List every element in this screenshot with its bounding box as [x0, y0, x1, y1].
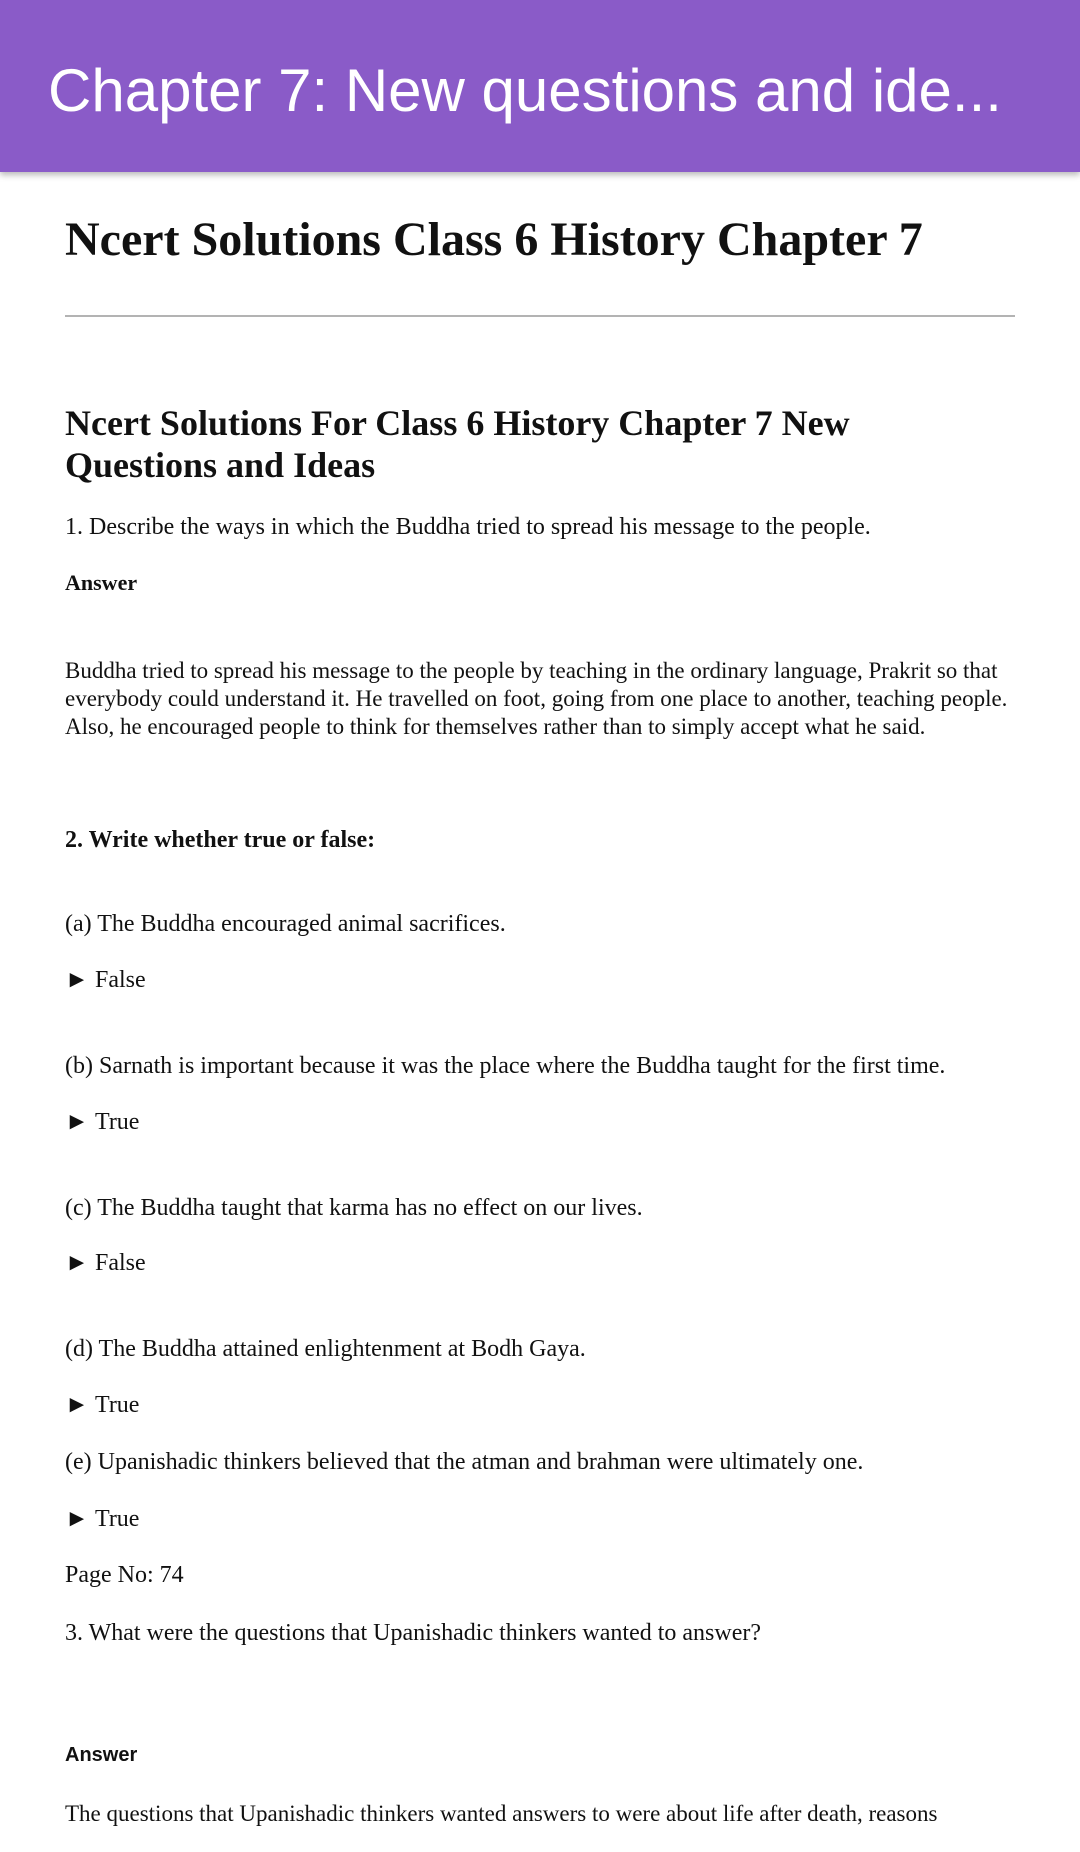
arrow-icon: ► — [65, 1392, 89, 1418]
statement-c: (c) The Buddha taught that karma has no effect on our lives. — [65, 1195, 643, 1221]
question-1: 1. Describe the ways in which the Buddha tried to spread his message to the people. — [65, 514, 871, 540]
heading-divider — [65, 315, 1015, 317]
answer-label: Answer — [65, 570, 138, 595]
answer-c-value: False — [95, 1250, 146, 1276]
answer-1-text: Buddha tried to spread his message to the people by teaching in the ordinary language, Prakrit so that everybody could understand it. He travelled on foot, going from one place to another, teaching people. Also, he encouraged people to think for themselves rather than to simply accept what he said. — [65, 658, 1008, 739]
arrow-icon: ► — [65, 1506, 89, 1532]
page-heading: Ncert Solutions Class 6 History Chapter 7 — [65, 213, 923, 266]
answer-e-value: True — [95, 1506, 140, 1532]
answer-e — [65, 1505, 139, 1533]
answer-b — [65, 1108, 139, 1136]
statement-b: (b) Sarnath is important because it was the place where the Buddha taught for the first time. — [65, 1053, 946, 1079]
arrow-icon: ► — [65, 967, 89, 993]
statement-a: (a) The Buddha encouraged animal sacrifices. — [65, 911, 506, 937]
question-3: 3. What were the questions that Upanishadic thinkers wanted to answer? — [65, 1620, 762, 1646]
answer-a-value: False — [95, 967, 146, 993]
answer-d — [65, 1391, 139, 1419]
answer-d-value: True — [95, 1392, 140, 1418]
article-content[interactable] — [65, 172, 1015, 1852]
statement-e: (e) Upanishadic thinkers believed that the atman and brahman were ultimately one. — [65, 1449, 864, 1475]
statement-d: (d) The Buddha attained enlightenment at Bodh Gaya. — [65, 1336, 586, 1362]
question-2: 2. Write whether true or false: — [65, 827, 376, 853]
answer-label: Answer — [65, 1744, 138, 1766]
section-heading: Ncert Solutions For Class 6 History Chapter 7 New Questions and Ideas — [65, 403, 850, 485]
answer-3-text: The questions that Upanishadic thinkers wanted answers to were about life after death, reasons — [65, 1801, 938, 1826]
answer-b-value: True — [95, 1109, 140, 1135]
app-bar-title: Chapter 7: New questions and ide... — [48, 57, 1002, 124]
app-bar — [0, 0, 1080, 172]
answer-a — [65, 966, 146, 994]
arrow-icon: ► — [65, 1250, 89, 1276]
page-number: Page No: 74 — [65, 1562, 184, 1588]
arrow-icon: ► — [65, 1109, 89, 1135]
answer-c — [65, 1249, 146, 1277]
